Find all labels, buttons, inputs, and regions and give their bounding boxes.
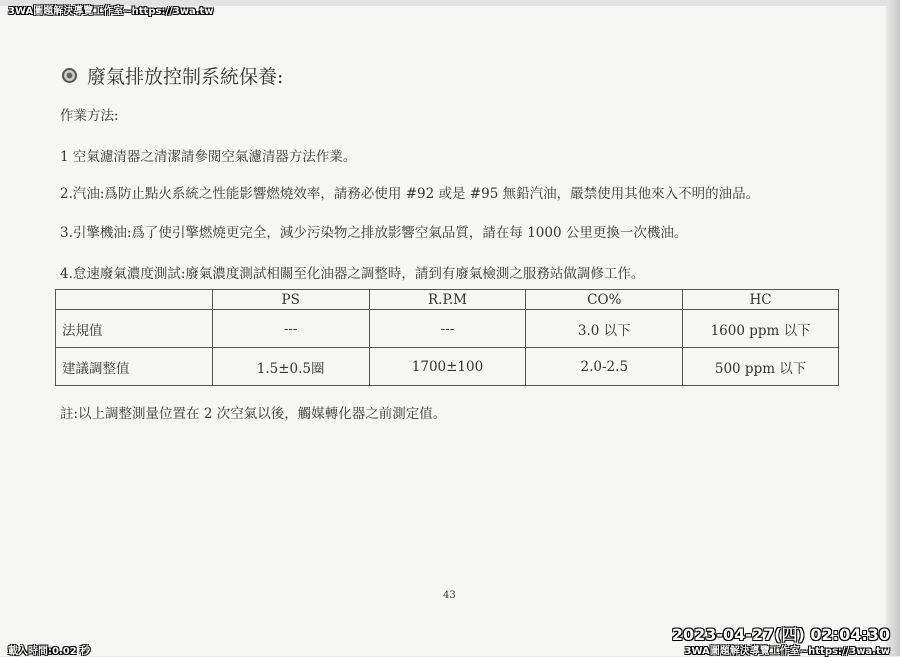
- item-4: 4.怠速廢氣濃度測試:廢氣濃度測試相關至化油器之調整時，請到有廢氣檢測之服務站做調修工作。: [60, 266, 645, 282]
- table-cell: 法規值: [56, 310, 213, 348]
- table-cell: 1.5±0.5圈: [212, 348, 369, 386]
- table-cell: 3.0 以下: [526, 310, 683, 348]
- spec-table: [55, 289, 839, 386]
- watermark-bottom: 3WA圖題解決導覽工作室~https://3wa.tw: [684, 646, 890, 657]
- page-binding-shadow: [886, 0, 900, 656]
- section-heading: [62, 62, 283, 89]
- item-1: 1 空氣濾清器之清潔請參閱空氣濾清器方法作業。: [60, 149, 357, 165]
- table-header-cell: CO%: [526, 290, 683, 310]
- watermark-top: 3WA圖題解決導覽工作室~https://3wa.tw: [8, 6, 214, 17]
- table-cell: 1700±100: [369, 348, 526, 386]
- page-number: 43: [443, 590, 456, 601]
- timestamp: 2023-04-27(四) 02:04:30: [671, 625, 890, 644]
- table-cell: 500 ppm 以下: [683, 348, 839, 386]
- heading-text: 廢氣排放控制系統保養:: [87, 66, 284, 88]
- table-row: [56, 310, 839, 348]
- item-2: 2.汽油:爲防止點火系統之性能影響燃燒效率，請務必使用 #92 或是 #95 無鉛汽油，嚴禁使用其他來入不明的油品。: [60, 186, 760, 202]
- table-header-cell: [56, 290, 213, 310]
- method-label: 作業方法:: [60, 108, 119, 124]
- table-cell: 2.0-2.5: [526, 348, 683, 386]
- note-text: 註:以上調整測量位置在 2 次空氣以後，觸媒轉化器之前測定值。: [60, 406, 447, 422]
- load-time: 載入時間:0.02 秒: [8, 646, 91, 657]
- table-header-cell: R.P.M: [369, 290, 526, 310]
- table-header-cell: PS: [212, 290, 369, 310]
- table-header-row: [56, 290, 839, 310]
- table-cell: 建議調整值: [56, 348, 213, 386]
- item-3: 3.引擎機油:爲了使引擎燃燒更完全，減少污染物之排放影響空氣品質，請在每 1000 公里更換一次機油。: [60, 225, 688, 241]
- bullet-icon: [62, 68, 77, 83]
- table-row: [56, 348, 839, 386]
- table-cell: 1600 ppm 以下: [683, 310, 839, 348]
- table-header-cell: HC: [683, 290, 839, 310]
- table-cell: ---: [369, 310, 526, 348]
- table-cell: ---: [212, 310, 369, 348]
